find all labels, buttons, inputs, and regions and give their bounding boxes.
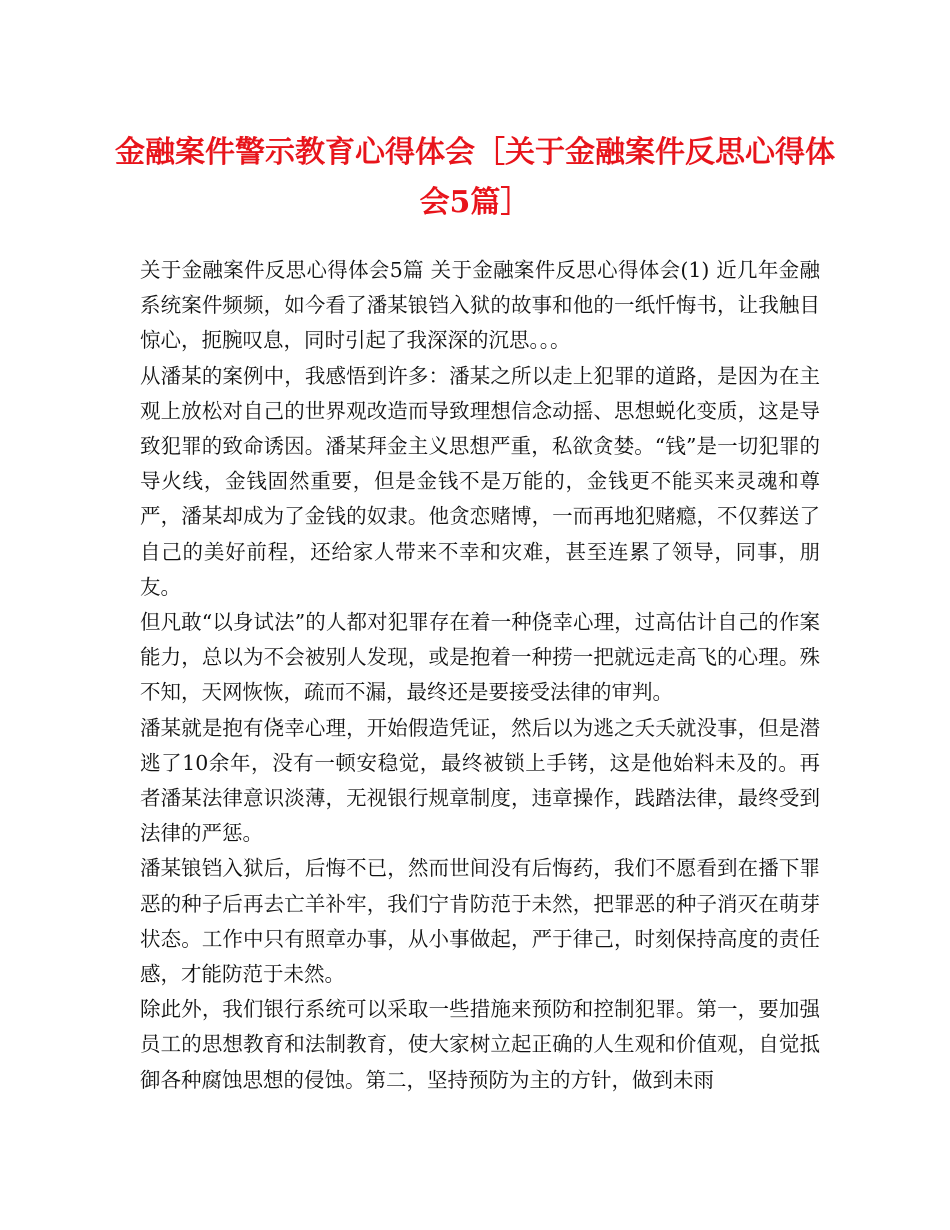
paragraph-3: 但凡敢“以身试法”的人都对犯罪存在着一种侥幸心理，过高估计自己的作案能力，总以为不会被别人发现，或是抱着一种捞一把就远走高飞的心理。殊不知，天网恢恢，疏而不漏，最终还是要接受法律的审判。 [140,610,820,705]
document-title: 金融案件警示教育心得体会［关于金融案件反思心得体会5篇］ [115,135,835,220]
paragraph-1: 关于金融案件反思心得体会5篇 关于金融案件反思心得体会(1) 近几年金融系统案件频频，如今看了潘某锒铛入狱的故事和他的一纸忏悔书，让我触目惊心，扼腕叹息，同时引起了我深深的沉思。。。 [140,258,820,353]
document-body [140,253,820,1098]
paragraph-6: 除此外，我们银行系统可以采取一些措施来预防和控制犯罪。第一，要加强员工的思想教育和法制教育，使大家树立起正确的人生观和价值观，自觉抵御各种腐蚀思想的侵蚀。第二，坚持预防为主的方针，做到未雨 [140,997,820,1092]
paragraph-4: 潘某就是抱有侥幸心理，开始假造凭证，然后以为逃之夭夭就没事，但是潜逃了10余年，没有一顿安稳觉，最终被锁上手铐，这是他始料未及的。再者潘某法律意识淡薄，无视银行规章制度，违章操作，践踏法律，最终受到法律的严惩。 [140,715,820,846]
paragraph-5: 潘某锒铛入狱后，后悔不已，然而世间没有后悔药，我们不愿看到在播下罪恶的种子后再去亡羊补牢，我们宁肯防范于未然，把罪恶的种子消灭在萌芽状态。工作中只有照章办事，从小事做起，严于律己，时刻保持高度的责任感，才能防范于未然。 [140,856,820,987]
paragraph-2: 从潘某的案例中，我感悟到许多：潘某之所以走上犯罪的道路，是因为在主观上放松对自己的世界观改造而导致理想信念动摇、思想蜕化变质，这是导致犯罪的致命诱因。潘某拜金主义思想严重，私欲贪婪。“钱”是一切犯罪的导火线，金钱固然重要，但是金钱不是万能的，金钱更不能买来灵魂和尊严，潘某却成为了金钱的奴隶。他贪恋赌博，一而再地犯赌瘾，不仅葬送了自己的美好前程，还给家人带来不幸和灾难，甚至连累了领导，同事，朋友。 [140,363,820,599]
